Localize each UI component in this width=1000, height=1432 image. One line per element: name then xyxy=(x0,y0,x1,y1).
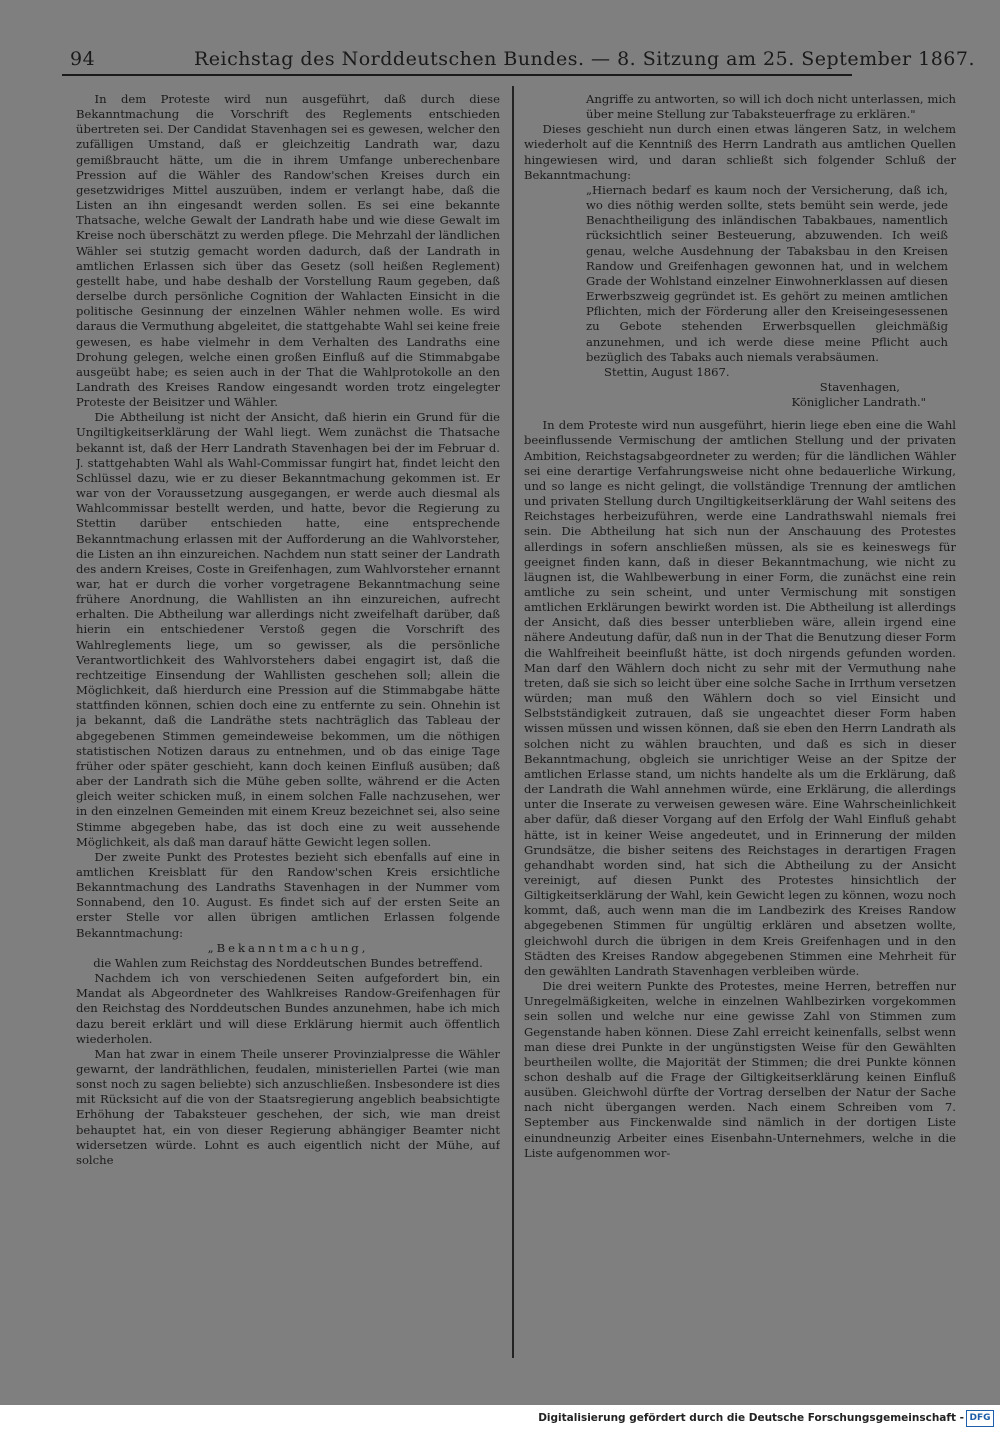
paragraph: In dem Proteste wird nun ausgeführt, daß durch diese Bekanntmachung die Vorschrift des Reglements entschieden übertreten sei. Der Candidat Stavenhagen sei es gewesen, welcher den zufälligen Umstand, daß er gleichzeitig Landrath war, dazu gemißbraucht hätte, um die in ihrem Umfange unberechenbare Pression auf die Wähler des Randow'schen Kreises durch ein gesetzwidriges Mittel auszuüben, indem er verlangt habe, daß die Listen an ihn eingesandt werden sollen. Es sei eine bekannte Thatsache, welche Gewalt der Landrath habe und wie diese Gewalt im Kreise noch überschätzt zu werden pflege. Die Mehrzahl der ländlichen Wähler sei stutzig gemacht worden dadurch, daß der Landrath in amtlichen Erlassen sich über das Gesetz (soll heißen Reglement) gestellt habe, und habe deshalb der Vorstellung Raum gegeben, daß derselbe durch persönliche Cognition der Wahlacten Einsicht in die politische Gesinnung der einzelnen Wähler nehmen wolle. Es wird daraus die Vermuthung abgeleitet, die stattgehabte Wahl sei keine freie gewesen, es habe vielmehr in dem Verhalten des Landraths eine Drohung gelegen, welche einen großen Einfluß auf die Stimmabgabe ausgeübt habe; es seien auch in der That die Wahlprotokolle an den Landrath des Kreises Randow eingesandt worden trotz eingelegter Proteste der Beisitzer und Wähler. xyxy=(76,92,500,410)
place-date: Stettin, August 1867. xyxy=(604,364,730,379)
digitization-footer xyxy=(0,1405,1000,1432)
paragraph: In dem Proteste wird nun ausgeführt, hierin liege eben eine die Wahl beeinflussende Vermischung der amtlichen Stellung und der privaten Ambition, Reichstagsabgeordneter zu werden; für die ländlichen Wähler sei eine derartige Verfahrungsweise nicht ohne bedauerliche Wirkung, und so lange es nicht gelingt, die vollständige Trennung der amtlichen und privaten Stellung durch Ungiltigkeitserklärung der Wahl seitens des Reichstages herbeizuführen, werde eine Landrathswahl niemals frei sein. Die Abtheilung hat sich nun der Anschauung des Protestes allerdings in sofern anschließen müssen, als sie es keineswegs für geeignet finden kann, daß in dieser Bekanntmachung, wie nicht zu läugnen ist, die Wahlbewerbung in einer Form, die zunächst eine rein amtliche zu sein scheint, und unter Vermischung mit sonstigen amtlichen Erklärungen bewirkt worden ist. Die Abtheilung ist allerdings der Ansicht, daß dies besser unterblieben wäre, allein irgend eine nähere Andeutung dafür, daß nun in der That die Benutzung dieser Form die Wahlfreiheit beeinflußt hätte, ist doch nirgends gefunden worden. Man darf den Wählern doch nicht zu sehr mit der Vermuthung nahe treten, daß sie sich so leicht über eine solche Sache in Irrthum versetzen würden; man muß den Wählern doch so viel Einsicht und Selbstständigkeit zutrauen, daß sie ungeachtet dieser Form haben wissen müssen und wissen können, daß sie eben den Herrn Landrath als solchen nicht zu wählen brauchten, und daß es sich in dieser Bekanntmachung, obgleich sie unrichtiger Weise an der Spitze der amtlichen Erlasse stand, um nichts handelte als um die Erklärung, daß der Landrath die Wahl annehmen würde, eine Erklärung, die allerdings unter die Inserate zu verweisen gewesen wäre. Eine Wahrscheinlichkeit aber dafür, daß dieser Vorgang auf den Erfolg der Wahl Einfluß gehabt hätte, ist in keiner Weise angedeutet, und in Erinnerung der milden Grundsätze, die bisher seitens des Reichstages in derartigen Fragen gehandhabt worden sind, hat sich die Abtheilung zu der Ansicht vereinigt, auf diesen Punkt des Protestes hinsichtlich der Giltigkeitserklärung der Wahl, kein Gewicht legen zu können, wozu noch kommt, daß, auch wenn man die im Landbezirk des Kreises Randow abgegebenen Stimmen für ungültig erklären und absetzen wollte, gleichwohl durch die übrigen in dem Kreis Greifenhagen und in den Städten des Kreises Randow abgegebenen Stimmen eine Mehrheit für den gewählten Landrath Stavenhagen verbleiben würde. xyxy=(524,418,956,978)
running-title: Reichstag des Norddeutschen Bundes. — 8. Sitzung am 25. September 1867. xyxy=(194,48,976,70)
paragraph: Der zweite Punkt des Protestes bezieht sich ebenfalls auf eine in amtlichen Kreisblatt für den Randow'schen Kreis ersichtliche Bekanntmachung des Landraths Stavenhagen in der Nummer vom Sonnabend, den 10. August. Es findet sich auf der ersten Seite an erster Stelle vor allen übrigen amtlichen Erlassen folgende Bekanntmachung: xyxy=(76,849,500,940)
paragraph: Die drei weitern Punkte des Protestes, meine Herren, betreffen nur Unregelmäßigkeiten, welche in einzelnen Wahlbezirken vorgekommen sein sollen und welche nur eine gewisse Zahl von Stimmen zum Gegenstande haben können. Diese Zahl erreicht keinenfalls, selbst wenn man diese drei Punkte in der ungünstigsten Weise für den Gewählten beurtheilen wollte, die Majorität der Stimmen; die drei Punkte können schon deshalb auf die Frage der Giltigkeitserklärung keinen Einfluß ausüben. Gleichwohl dürfte der Vortrag derselben der Natur der Sache nach nicht übergangen werden. Nach einem Schreiben vom 7. September aus Finckenwalde sind nämlich in der dortigen Liste einundneunzig Arbeiter eines Eisenbahn-Unternehmers, welche in die Liste aufgenommen wor- xyxy=(524,979,956,1160)
dfg-logo: DFG xyxy=(966,1410,994,1427)
signature-title: Königlicher Landrath." xyxy=(791,395,926,410)
page-number: 94 xyxy=(70,48,96,70)
right-column xyxy=(524,92,956,1356)
notice-subheading: die Wahlen zum Reichstag des Norddeutschen Bundes betreffend. xyxy=(93,955,483,970)
paragraph: Die Abtheilung ist nicht der Ansicht, daß hierin ein Grund für die Ungiltigkeitserklärung der Wahl liegt. Wem zunächst die Thatsache bekannt ist, daß der Herr Landrath Stavenhagen bei der im Februar d. J. stattgehabten Wahl als Wahl-Commissar fungirt hat, findet leicht den Schlüssel dazu, wie er zu dieser Bekanntmachung gekommen ist. Er war von der Voraussetzung ausgegangen, er werde auch diesmal als Wahlcommissar bestellt werden, und hatte, bevor die Regierung zu Stettin darüber entschieden hatte, eine entsprechende Bekanntmachung erlassen mit der Aufforderung an die Wahlvorsteher, die Listen an ihn einzureichen. Nachdem nun statt seiner der Landrath des andern Kreises, Coste in Greifenhagen, zum Wahlvorsteher ernannt war, hat er durch die vorher vorgetragene Bekanntmachung seine frühere Anordnung, die Wahllisten an ihn einzureichen, aufrecht erhalten. Die Abtheilung war allerdings nicht zweifelhaft darüber, daß hierin ein entschiedener Verstoß gegen die Vorschrift des Wahlreglements liege, um so gewisser, als die persönliche Verantwortlichkeit des Wahlvorstehers dabei engagirt ist, daß die rechtzeitige Einsendung der Wahllisten geschehen soll; allein die Möglichkeit, daß hierdurch eine Pression auf die Stimmabgabe hätte stattfinden können, schien doch eine zu entfernte zu sein. Ohnehin ist ja bekannt, daß die Landräthe stets nachträglich das Tableau der abgegebenen Stimmen gemeindeweise bekommen, um die nöthigen statistischen Notizen daraus zu entnehmen, und ob das einige Tage früher oder später geschieht, kann doch keinen Einfluß ausüben; daß aber der Landrath sich die Mühe geben sollte, während er die Acten gleich weiter schicken muß, in einem solchen Falle nachzusehen, wer in den einzelnen Gemeinden mit einem Kreuz bezeichnet sei, also seine Stimme abgegeben habe, das ist doch eine zu weit aussehende Möglichkeit, als daß man darauf hätte Gewicht legen sollen. xyxy=(76,410,500,849)
header-rule xyxy=(62,74,852,76)
column-divider xyxy=(512,86,514,1358)
left-column xyxy=(76,92,500,1352)
paragraph: Nachdem ich von verschiedenen Seiten aufgefordert bin, ein Mandat als Abgeordneter des Wahlkreises Randow-Greifenhagen für den Reichstag des Norddeutschen Bundes anzunehmen, habe ich mich dazu bereit erklärt und will diese Erklärung hiermit auch öffentlich wiederholen. xyxy=(76,971,500,1046)
funding-credit: Digitalisierung gefördert durch die Deutsche Forschungsgemeinschaft - xyxy=(538,1412,964,1424)
signature-name: Stavenhagen, xyxy=(819,379,900,394)
page-header xyxy=(62,44,976,74)
notice-heading: „Bekanntmachung, xyxy=(207,940,369,955)
paragraph: Dieses geschieht nun durch einen etwas längeren Satz, in welchem wiederholt auf die Kenntniß des Herrn Landrath aus amtlichen Quellen hingewiesen wird, und daran schließt sich folgender Schluß der Bekanntmachung: xyxy=(524,122,956,182)
paragraph: Angriffe zu antworten, so will ich doch nicht unterlassen, mich über meine Stellung zur Tabaksteuerfrage zu erklären." xyxy=(586,92,956,122)
paragraph: Man hat zwar in einem Theile unserer Provinzialpresse die Wähler gewarnt, der landräthlichen, feudalen, ministeriellen Partei (wie man sonst noch zu sagen beliebte) sich anzuschließen. Insbesondere ist dies mit Rücksicht auf die von der Staatsregierung angeblich beabsichtigte Erhöhung der Tabaksteuer geschehen, der sich, wie man dreist behauptet hat, ein von dieser Regierung abhängiger Beamter nicht widersetzen würde. Lohnt es auch eigentlich nicht der Mühe, auf solche xyxy=(76,1046,500,1167)
quote-text: „Hiernach bedarf es kaum noch der Versicherung, daß ich, wo dies nöthig werden sollte, stets bemüht sein werde, jede Benachtheiligung des inländischen Tabakbaues, namentlich rücksichtlich seiner Besteuerung, abzuwenden. Ich weiß genau, welche Ausdehnung der Tabaksbau in den Kreisen Randow und Greifenhagen gewonnen hat, und in welchem Grade der Wohlstand einzelner Einwohnerklassen auf diesen Erwerbszweig gegründet ist. Es gehört zu meinen amtlichen Pflichten, mich der Förderung aller den Kreiseingesessenen zu Gebote stehenden Erwerbsquellen gleichmäßig anzunehmen, und ich werde diese meine Pflicht auch bezüglich des Tabaks auch niemals verabsäumen. xyxy=(586,182,948,364)
quoted-notice xyxy=(524,183,956,365)
